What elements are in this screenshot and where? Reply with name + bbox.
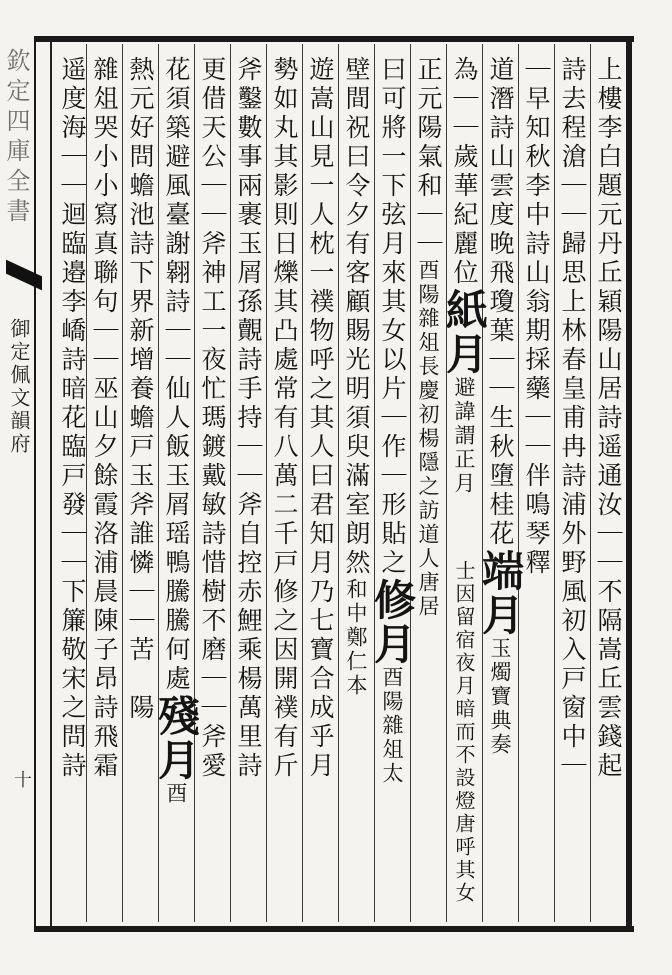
text-column-8 <box>336 56 376 918</box>
column-text: 花須築避風臺謝翱詩｜｜仙人飯玉屑瑶鴨騰騰何處 <box>162 56 191 694</box>
text-column-14 <box>120 56 160 918</box>
entry-heading-zhiyue: 紙月 <box>440 288 489 376</box>
entry-note: 酉陽雜俎太 <box>380 666 404 786</box>
text-column-1 <box>588 56 628 918</box>
column-text: 勢如丸其影則日爍其凸處常有八萬二千戸修之因開襆有斤 <box>270 56 299 781</box>
frame-top-rule <box>34 36 634 42</box>
entry-note: 避諱謂正月 <box>452 376 476 496</box>
column-text: 壁間祝曰令夕有客顧賜光明須臾滿室朗然 <box>342 56 371 578</box>
text-column-10 <box>264 56 304 918</box>
column-text: 雜俎哭小小寫真聯句｜｜巫山夕餘霞洛浦晨陳子昂詩飛霜 <box>90 56 119 781</box>
text-column-4 <box>476 56 525 918</box>
text-column-11 <box>228 56 268 918</box>
book-subtitle: 御定佩文韻府 <box>7 318 31 456</box>
text-column-3 <box>516 56 556 918</box>
text-column-6 <box>408 56 448 918</box>
inline-note: 士因留宿夜月暗而不設燈唐呼其女 <box>452 560 476 905</box>
inline-note: 酉陽雜俎長慶初楊隱之訪道人唐居 <box>416 259 440 619</box>
text-column-9 <box>300 56 340 918</box>
column-text: 更借天公｜｜斧神工一夜忙瑪鍍戴敏詩惜樹不磨｜｜斧愛 <box>198 56 227 781</box>
column-text: 上樓李白題元丹丘穎陽山居詩遥通汝｜｜不隔嵩丘雲錢起 <box>594 56 623 781</box>
text-column-16 <box>52 56 92 918</box>
column-text: 熱元好問蟾池詩下界新增養蟾戸玉斧誰憐｜｜苦 陽 <box>126 56 155 723</box>
column-text: ｜早知秋李中詩山翁期採藥｜｜伴鳴琴釋 <box>522 56 551 578</box>
column-text: 為｜｜歲華紀麗位 <box>450 56 479 288</box>
book-title: 欽定四庫全書 <box>2 48 30 228</box>
column-text: 遊嵩山見一人枕一襆物呼之其人曰君知月乃七寶合成乎月 <box>306 56 335 781</box>
column-text: 斧鑿數事兩裹玉屑孫覿詩手持｜｜斧自控赤鯉乘楊萬里詩 <box>234 56 263 781</box>
frame-bottom-rule <box>34 926 634 932</box>
entry-note: 酉 <box>164 782 188 806</box>
entry-heading-canyue: 殘月 <box>152 694 201 782</box>
column-text: 詩去程滄｜｜歸思上林春皇甫冉詩浦外野風初入戸窗中｜ <box>558 56 587 781</box>
entry-heading-duanyue: 端月 <box>476 549 525 637</box>
entry-heading-xiuyue: 修月 <box>368 578 417 666</box>
column-text: 正元陽氣和｜｜ <box>414 56 443 259</box>
column-text: 曰可將一下弦月來其女以片｜作｜形貼之 <box>378 56 407 578</box>
text-column-13 <box>152 56 201 918</box>
inline-note-block <box>444 560 484 920</box>
text-column-12 <box>192 56 232 918</box>
text-column-7 <box>368 56 417 918</box>
inline-note: 和中鄭仁本 <box>344 578 368 698</box>
text-column-2 <box>552 56 592 918</box>
column-text: 道潛詩山雲度晚飛瓊葉｜｜生秋墮桂花 <box>486 56 515 549</box>
page-number: 十 <box>11 770 32 788</box>
column-text: 遥度海｜｜迴臨邉李嶠詩暗花臨戸發｜｜下簾敬宋之問詩 <box>58 56 87 781</box>
entry-note: 玉燭寶典奏 <box>488 637 512 757</box>
frame-left-rule <box>34 36 36 932</box>
